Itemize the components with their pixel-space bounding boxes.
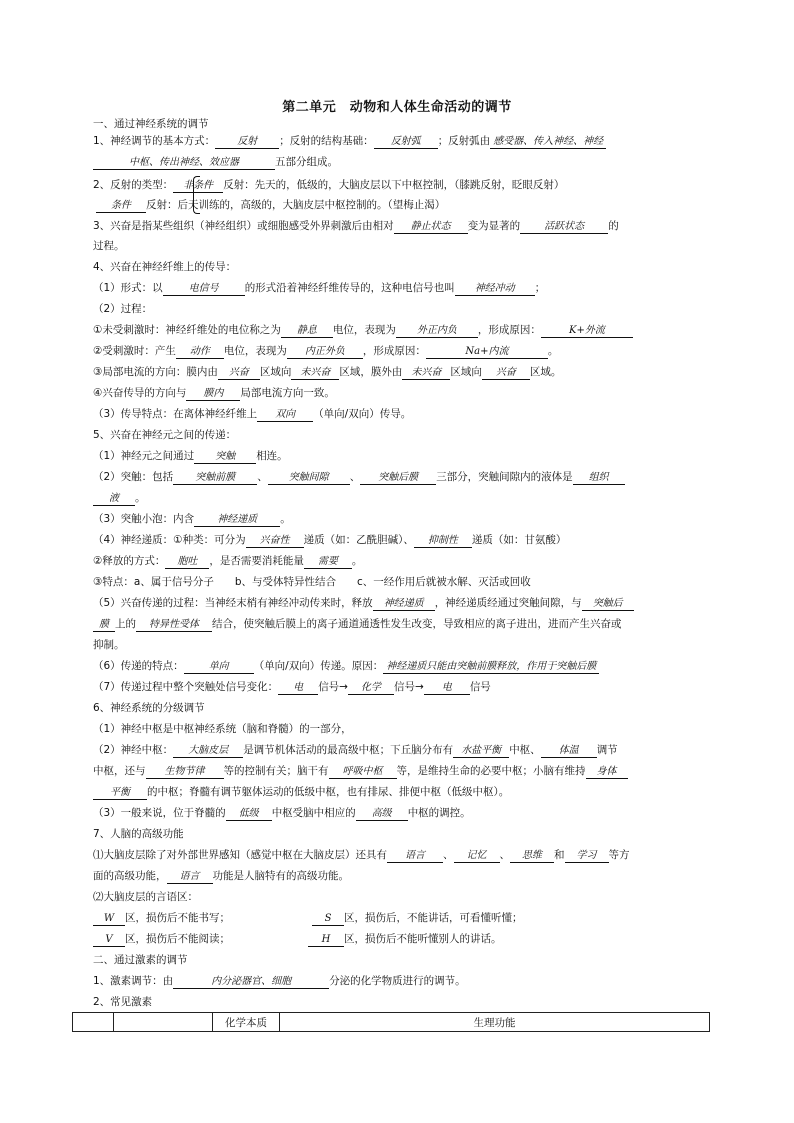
answer-blank: 静止状态 [394, 221, 468, 234]
answer-blank: 学习 [565, 850, 609, 863]
line-29: （1）神经中枢是中枢神经系统（脑和脊髓）的一部分， [93, 723, 352, 735]
line-16: （1）神经元之间通过 突触 相连。 [93, 450, 288, 462]
answer-blank: 静息 [281, 325, 333, 338]
line-40: 1、激素调节：由 内分泌器官、细胞 分泌的化学物质进行的调节。 [93, 975, 466, 987]
line-31: 中枢，还与 生物节律 等的控制有关；脑干有 呼吸中枢 等，是维持生命的必要中枢；小脑有维持 身体 [93, 764, 713, 779]
answer-blank: 需要 [304, 556, 352, 569]
answer-blank: 外正内负 [396, 325, 478, 338]
line-36: 面的高级功能， 语言 功能是人脑特有的高级功能。 [93, 870, 349, 882]
answer-blank: S [312, 913, 344, 926]
answer-blank: 高级 [356, 808, 408, 821]
line-15: 5、兴奋在神经元之间的传递： [93, 429, 237, 441]
line-3: 2、反射的类型： 非条件 反射：先天的，低级的，大脑皮层以下中枢控制，（膝跳反射，眨眼反射） [93, 179, 565, 191]
answer-blank: 电 [278, 682, 318, 695]
answer-blank: 记忆 [454, 850, 500, 863]
section-heading-1: 一、通过神经系统的调节 [93, 118, 209, 130]
answer-blank: 活跃状态 [520, 221, 608, 234]
line-38b: S 区，损伤后，不能讲话，可看懂听懂； [312, 911, 712, 926]
answer-blank: V [93, 934, 125, 947]
line-41: 2、常见激素 [93, 996, 153, 1008]
line-34: 7、人脑的高级功能 [93, 828, 184, 840]
line-23: （5）兴奋传递的过程：当神经末梢有神经冲动传来时，释放 神经递质 ，神经递质经通过突触间隙，与 突触后 [93, 596, 713, 611]
answer-blank: 双向 [257, 409, 313, 422]
answer-blank: 抑制性 [414, 535, 472, 548]
answer-blank: Na+内流 [426, 346, 548, 359]
answer-blank: 呼吸中枢 [329, 766, 397, 779]
line-19: （3）突触小泡：内含 神经递质 。 [93, 513, 291, 525]
line-30: （2）神经中枢： 大脑皮层 是调节机体活动的最高级中枢；下丘脑分布有 水盐平衡 中枢、 体温 调节 [93, 744, 618, 756]
page-title: 第二单元 动物和人体生命活动的调节 [282, 100, 512, 115]
answer-blank: 突触 [194, 451, 256, 464]
line-5: 3、兴奋是指某些组织（神经组织）或细胞感受外界刺激后由相对 静止状态 变为显著的 活跃状态 的 [93, 220, 619, 232]
answer-blank: 兴奋 [482, 367, 530, 380]
answer-blank: W [93, 913, 125, 926]
line-39a: V 区，损伤后不能阅读； [93, 932, 713, 947]
line-20: （4）神经递质：①种类：可分为 兴奋性 递质（如：乙酰胆碱）、 抑制性 递质（如：甘氨酸） [93, 534, 567, 546]
section-heading-2: 二、通过激素的调节 [93, 954, 188, 966]
table-header-row [73, 1013, 710, 1032]
line-18: 液 。 [93, 491, 713, 506]
answer-blank: 中枢、传出神经、效应器 [93, 157, 275, 170]
line-35: ⑴大脑皮层除了对外部世界感知（感觉中枢在大脑皮层）还具有 语言 、 记忆 、 思维 和 学习 等方 [93, 849, 630, 861]
answer-blank: 膜 [93, 619, 115, 632]
line-28: 6、神经系统的分级调节 [93, 702, 205, 714]
answer-blank: 条件 [96, 200, 146, 213]
table-header-cell [114, 1013, 213, 1032]
table-header-cell: 化学本质 [213, 1013, 280, 1032]
answer-blank: 未兴奋 [402, 367, 450, 380]
answer-blank: 突触前膜 [173, 472, 257, 485]
line-14: （3）传导特点：在离体神经纤维上 双向 （单向/双向）传导。 [93, 408, 412, 420]
line-33: （3）一般来说，位于脊髓的 低级 中枢受脑中相应的 高级 中枢的调控。 [93, 807, 471, 819]
answer-blank: 突触间隙 [268, 472, 350, 485]
line-4: 条件 反射：后天训练的，高级的，大脑皮层中枢控制的。（望梅止渴） [96, 198, 716, 213]
line-10: ①未受刺激时：神经纤维处的电位称之为 静息 电位，表现为 外正内负 ，形成原因： K+外流 [93, 323, 713, 338]
hormone-table [72, 1012, 710, 1032]
answer-blank: 思维 [510, 850, 554, 863]
answer-blank: 反射弧 [374, 136, 438, 149]
answer-blank: 兴奋性 [246, 535, 304, 548]
line-32: 平衡 的中枢；脊髓有调节躯体运动的低级中枢，也有排尿、排便中枢（低级中枢）。 [93, 785, 713, 800]
answer-blank: 感受器、传入神经、神经 [490, 136, 606, 149]
line-37: ⑵大脑皮层的言语区： [93, 891, 198, 903]
line-25: 抑制。 [93, 639, 125, 651]
answer-blank: 电 [424, 682, 470, 695]
answer-blank: 动作 [176, 346, 224, 359]
answer-blank: 单向 [184, 661, 254, 674]
answer-blank: 液 [93, 493, 135, 506]
answer-blank: 平衡 [93, 787, 147, 800]
answer-blank: 体温 [541, 745, 597, 758]
line-38a: W 区，损伤后不能书写； [93, 911, 713, 926]
answer-blank: 组织 [573, 472, 625, 485]
answer-blank: 大脑皮层 [173, 745, 243, 758]
answer-blank: 反射 [215, 136, 279, 149]
answer-blank: 神经递质 [194, 514, 280, 527]
line-26: （6）传递的特点： 单向 （单向/双向）传递。原因： 神经递质只能由突触前膜释放，作用于突触后膜 [93, 659, 713, 674]
line-8: （1）形式：以 电信号 的形式沿着神经纤维传导的，这种电信号也叫 神经冲动 ； [93, 282, 546, 294]
answer-blank: H [308, 934, 344, 947]
line-17: （2）突触：包括 突触前膜 、 突触间隙 、 突触后膜 三部分，突触间隙内的液体是 组织 [93, 470, 713, 485]
table-header-cell: 生理功能 [280, 1013, 710, 1032]
answer-blank: 神经递质只能由突触前膜释放，作用于突触后膜 [383, 661, 599, 674]
answer-blank: 神经冲动 [455, 283, 535, 296]
line-1: 1、神经调节的基本方式： 反射 ；反射的结构基础： 反射弧 ；反射弧由 感受器、传入神经、神经 [93, 134, 713, 149]
line-7: 4、兴奋在神经纤维上的传导： [93, 261, 237, 273]
answer-blank: 身体 [586, 766, 628, 779]
answer-blank: K+外流 [541, 325, 633, 338]
answer-blank: 特异性受体 [136, 619, 212, 632]
line-21: ②释放的方式： 胞吐 ，是否需要消耗能量 需要 。 [93, 555, 363, 567]
line-22: ③特点：a、属于信号分子 b、与受体特异性结合 c、一经作用后就被水解、灭活或回收 [93, 576, 531, 588]
answer-blank: 突触后 [582, 598, 634, 611]
table-header-cell [73, 1013, 114, 1032]
answer-blank: 生物节律 [146, 766, 224, 779]
answer-blank: 内正外负 [287, 346, 363, 359]
answer-blank: 胞吐 [165, 556, 209, 569]
line-2: 中枢、传出神经、效应器 五部分组成。 [93, 155, 713, 170]
line-24: 膜 上的 特异性受体 结合，使突触后膜上的离子通道通透性发生改变，导致相应的离子进出，进而产生兴奋或 [93, 617, 713, 632]
line-9: （2）过程： [93, 303, 153, 315]
answer-blank: 内分泌器官、细胞 [173, 976, 329, 989]
answer-blank: 未兴奋 [291, 367, 339, 380]
answer-blank: 突触后膜 [360, 472, 436, 485]
line-27: （7）传递过程中整个突触处信号变化： 电 信号→ 化学 信号→ 电 信号 [93, 681, 491, 693]
answer-blank: 神经递质 [373, 598, 435, 611]
answer-blank: 语言 [387, 850, 443, 863]
answer-blank: 化学 [348, 682, 394, 695]
line-11: ②受刺激时：产生 动作 电位，表现为 内正外负 ，形成原因： Na+内流 。 [93, 345, 559, 357]
answer-blank: 非条件 [173, 180, 223, 193]
line-39b: H 区，损伤后不能听懂别人的讲话。 [308, 932, 712, 947]
answer-blank: 语言 [167, 871, 213, 884]
line-12: ③局部电流的方向：膜内由 兴奋 区域向 未兴奋 区域，膜外由 未兴奋 区域向 兴奋 区域。 [93, 366, 562, 378]
answer-blank: 电信号 [163, 283, 245, 296]
line-13: ④兴奋传导的方向与 膜内 局部电流方向一致。 [93, 387, 335, 399]
answer-blank: 兴奋 [218, 367, 260, 380]
line-6: 过程。 [93, 240, 125, 252]
answer-blank: 低级 [226, 808, 272, 821]
answer-blank: 膜内 [186, 388, 240, 401]
answer-blank: 水盐平衡 [453, 745, 509, 758]
